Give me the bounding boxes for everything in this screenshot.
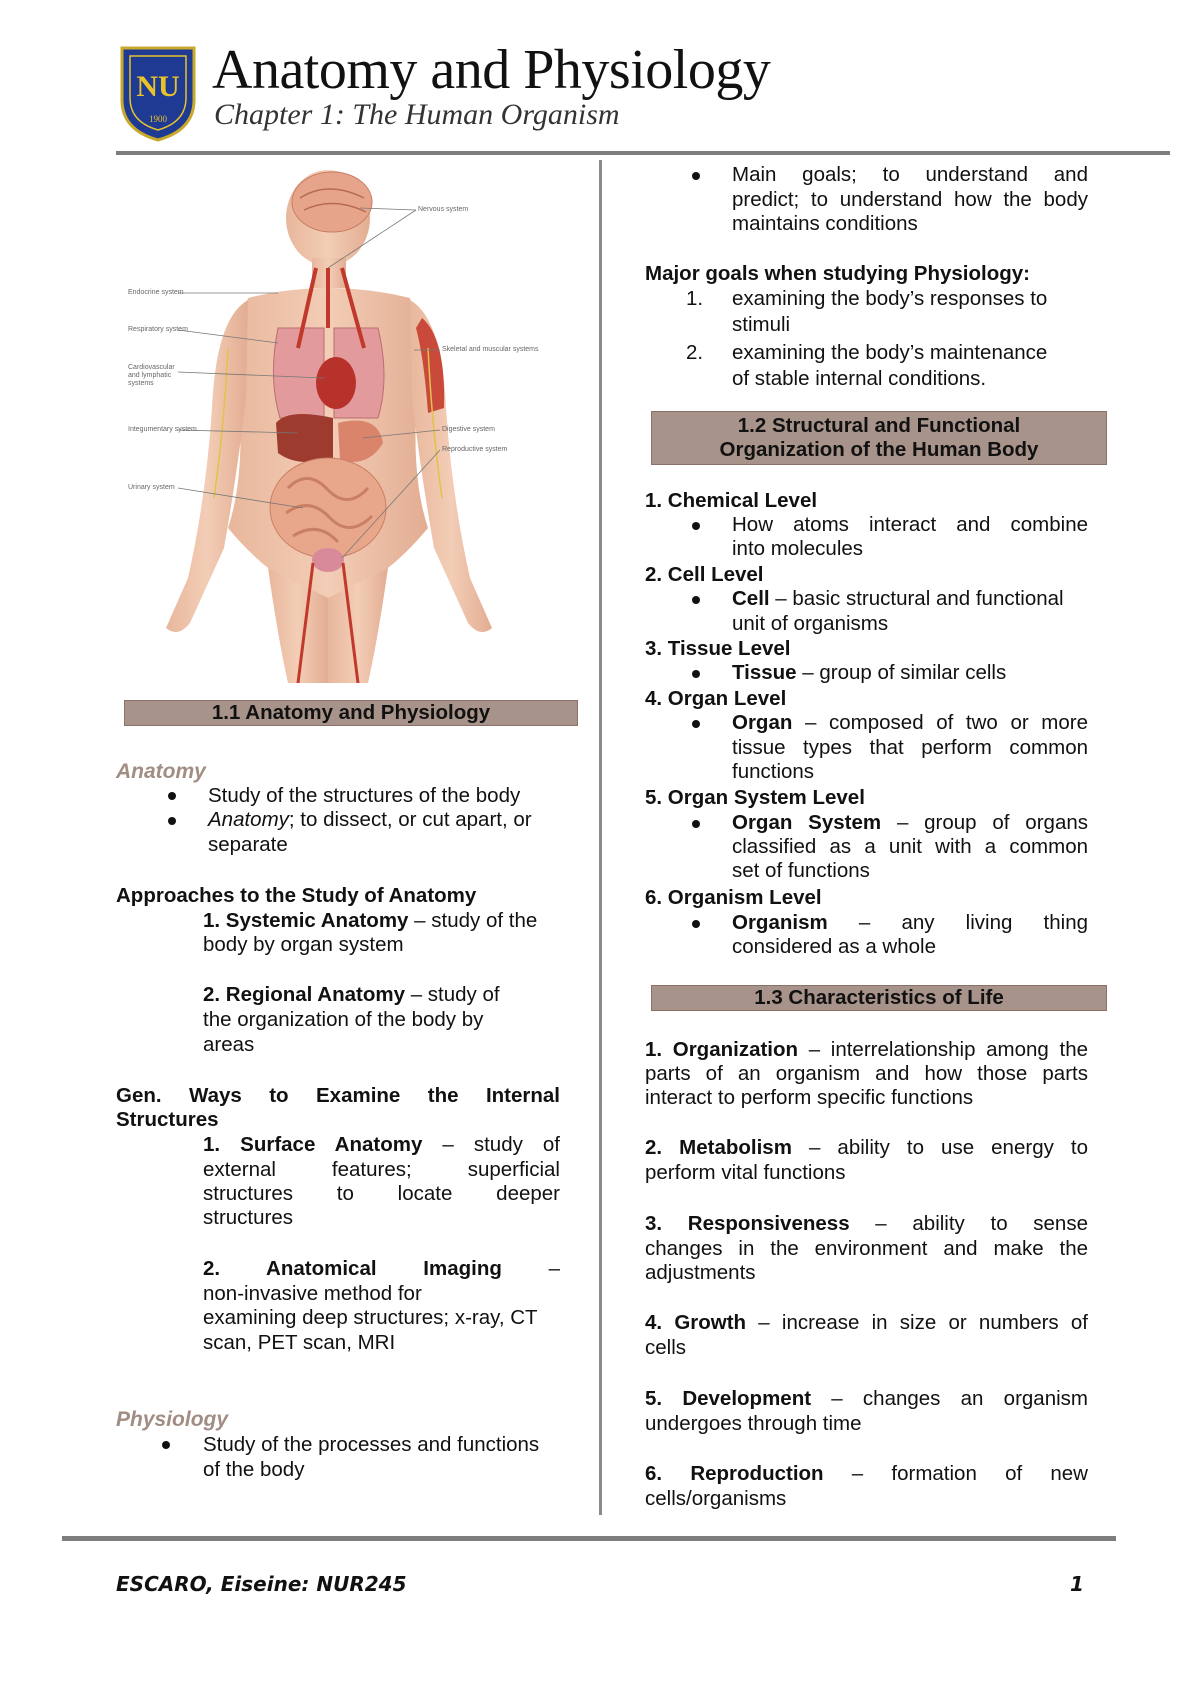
regional-anatomy-cont1: the organization of the body by xyxy=(203,1008,484,1031)
anatomical-imaging: 2. Anatomical Imaging – xyxy=(203,1257,560,1280)
svg-text:1900: 1900 xyxy=(149,114,167,124)
figure-label: Endocrine system xyxy=(128,289,184,296)
gen-ways-heading: Gen. Ways to Examine the Internal xyxy=(116,1084,560,1107)
gen-ways-heading-cont: Structures xyxy=(116,1108,219,1131)
level-description-cont: considered as a whole xyxy=(732,935,936,958)
bullet-dot xyxy=(162,1441,170,1449)
characteristic-item: 2. Metabolism – ability to use energy to xyxy=(645,1136,1088,1159)
major-goal-item: examining the body’s maintenance xyxy=(732,341,1048,364)
surface-anatomy-l4: structures xyxy=(203,1206,293,1229)
systemic-anatomy: 1. Systemic Anatomy – study of the xyxy=(203,909,538,932)
figure-label: Cardiovascular and lymphatic systems xyxy=(128,364,175,387)
surface-anatomy: 1. Surface Anatomy – study of xyxy=(203,1133,560,1156)
physiology-bullet-1-cont: of the body xyxy=(203,1458,305,1481)
anatomy-bullet-2-cont: separate xyxy=(208,833,288,856)
bullet-dot xyxy=(692,596,700,604)
level-description-cont: into molecules xyxy=(732,537,864,560)
human-body-organ-systems-figure xyxy=(128,168,568,683)
figure-label: Urinary system xyxy=(128,484,175,491)
level-title: 5. Organ System Level xyxy=(645,786,865,809)
systemic-anatomy-cont: body by organ system xyxy=(203,933,404,956)
page-number: 1 xyxy=(1070,1572,1084,1596)
document-title: Anatomy and Physiology xyxy=(212,39,771,101)
level-title: 3. Tissue Level xyxy=(645,637,791,660)
bullet-dot xyxy=(692,720,700,728)
physiology-label: Physiology xyxy=(116,1408,229,1431)
figure-label: Integumentary system xyxy=(128,426,197,433)
level-title: 6. Organism Level xyxy=(645,886,822,909)
characteristic-item-cont: perform vital functions xyxy=(645,1161,846,1184)
anatomy-label: Anatomy xyxy=(116,760,206,783)
section-heading-1-3: 1.3 Characteristics of Life xyxy=(651,985,1107,1011)
anatomical-imaging-l4: scan, PET scan, MRI xyxy=(203,1331,396,1354)
characteristic-item: 3. Responsiveness – ability to sense xyxy=(645,1212,1088,1235)
level-description: Tissue – group of similar cells xyxy=(732,661,1007,684)
bullet-dot xyxy=(692,172,700,180)
level-description: Organism – any living thing xyxy=(732,911,1088,934)
column-divider xyxy=(599,160,602,1515)
major-goals-heading: Major goals when studying Physiology: xyxy=(645,262,1030,285)
level-description-cont: classified as a unit with a common xyxy=(732,835,1088,858)
approaches-heading: Approaches to the Study of Anatomy xyxy=(116,884,477,907)
level-title: 2. Cell Level xyxy=(645,563,764,586)
characteristic-item-cont: adjustments xyxy=(645,1261,756,1284)
svg-text:NU: NU xyxy=(136,70,180,103)
characteristic-item: 1. Organization – interrelationship among the xyxy=(645,1038,1088,1061)
characteristic-item: 4. Growth – increase in size or numbers of xyxy=(645,1311,1088,1334)
level-title: 4. Organ Level xyxy=(645,687,787,710)
university-logo xyxy=(116,42,200,142)
level-description-cont: unit of organisms xyxy=(732,612,889,635)
major-goal-number: 1. xyxy=(686,287,704,310)
physiology-bullet-1: Study of the processes and functions xyxy=(203,1433,540,1456)
section-heading-1-2: 1.2 Structural and Functional Organization of the Human Body xyxy=(651,411,1107,465)
characteristic-item-cont: parts of an organism and how those parts xyxy=(645,1062,1088,1085)
characteristic-item: 6. Reproduction – formation of new xyxy=(645,1462,1088,1485)
figure-label: Reproductive system xyxy=(442,446,508,453)
bullet-dot xyxy=(692,820,700,828)
bullet-dot xyxy=(168,792,176,800)
major-goal-item-cont: stimuli xyxy=(732,313,791,336)
footer-author: ESCARO, Eiseine: NUR245 xyxy=(116,1572,407,1596)
anatomy-bullet-2: Anatomy; to dissect, or cut apart, or xyxy=(208,808,532,831)
level-description-cont: tissue types that perform common xyxy=(732,736,1088,759)
anatomy-term: Anatomy xyxy=(208,808,289,831)
surface-anatomy-l2: external features; superficial xyxy=(203,1158,560,1181)
main-goals-bullet: Main goals; to understand and xyxy=(732,163,1088,186)
bullet-dot xyxy=(692,522,700,530)
footer-divider xyxy=(62,1536,1116,1541)
bullet-dot xyxy=(692,670,700,678)
main-goals-bullet-l2: predict; to understand how the body xyxy=(732,188,1088,211)
characteristic-item-cont: cells/organisms xyxy=(645,1487,787,1510)
level-description-cont2: set of functions xyxy=(732,859,870,882)
major-goal-item-cont: of stable internal conditions. xyxy=(732,367,987,390)
header-divider xyxy=(116,151,1170,155)
major-goal-item: examining the body’s responses to xyxy=(732,287,1048,310)
level-description: Cell – basic structural and functional xyxy=(732,587,1064,610)
figure-label: Digestive system xyxy=(442,426,495,433)
level-description: Organ – composed of two or more xyxy=(732,711,1088,734)
regional-anatomy-cont2: areas xyxy=(203,1033,255,1056)
characteristic-item-cont: undergoes through time xyxy=(645,1412,862,1435)
major-goal-number: 2. xyxy=(686,341,704,364)
main-goals-bullet-l3: maintains conditions xyxy=(732,212,918,235)
regional-anatomy: 2. Regional Anatomy – study of xyxy=(203,983,500,1006)
level-title: 1. Chemical Level xyxy=(645,489,818,512)
level-description: How atoms interact and combine xyxy=(732,513,1088,536)
figure-label: Skeletal and muscular systems xyxy=(442,346,539,353)
bullet-dot xyxy=(692,920,700,928)
characteristic-item-cont: cells xyxy=(645,1336,687,1359)
bullet-dot xyxy=(168,817,176,825)
anatomical-imaging-l2: non-invasive method for xyxy=(203,1282,422,1305)
surface-anatomy-l3: structures to locate deeper xyxy=(203,1182,560,1205)
anatomy-bullet-1: Study of the structures of the body xyxy=(208,784,521,807)
characteristic-item-cont: changes in the environment and make the xyxy=(645,1237,1088,1260)
document-subtitle: Chapter 1: The Human Organism xyxy=(214,98,620,131)
section-heading-1-1: 1.1 Anatomy and Physiology xyxy=(124,700,578,726)
level-description-cont2: functions xyxy=(732,760,815,783)
characteristic-item: 5. Development – changes an organism xyxy=(645,1387,1088,1410)
figure-label: Nervous system xyxy=(418,206,469,213)
anatomical-imaging-l3: examining deep structures; x-ray, CT xyxy=(203,1306,538,1329)
characteristic-item-cont: interact to perform specific functions xyxy=(645,1086,974,1109)
level-description: Organ System – group of organs xyxy=(732,811,1088,834)
figure-label: Respiratory system xyxy=(128,326,188,333)
